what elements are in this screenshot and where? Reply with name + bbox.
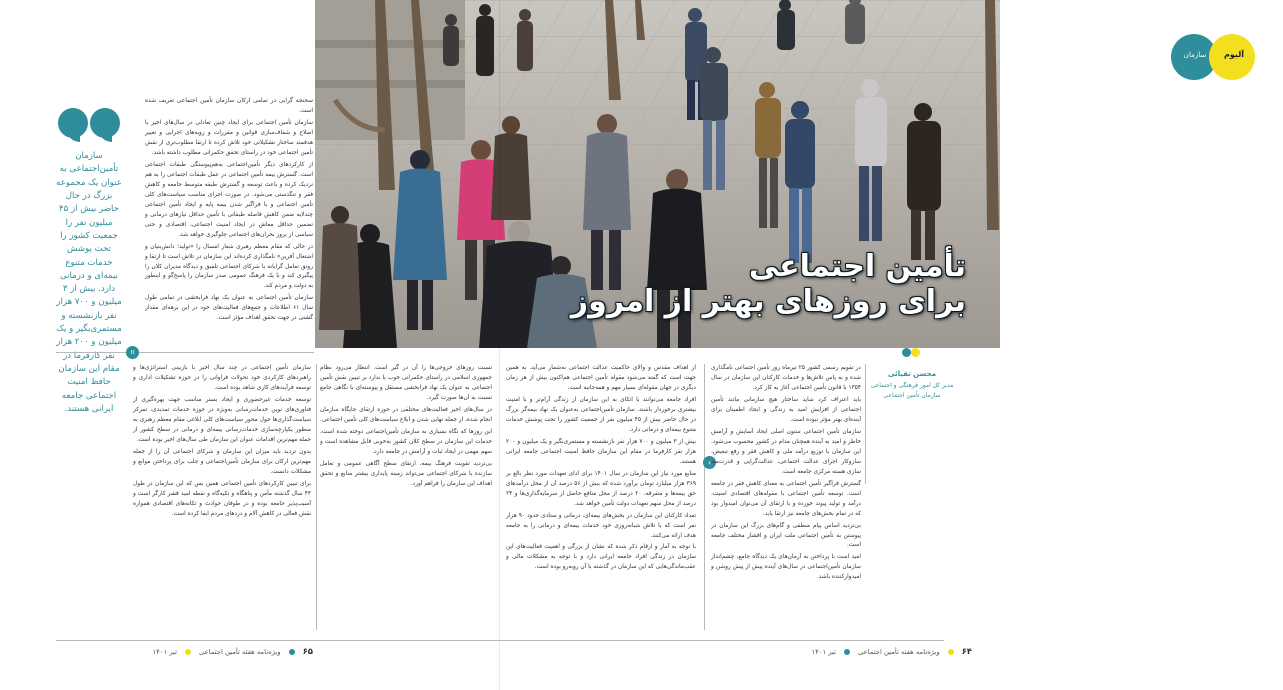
- footer-title: ویژه‌نامه هفته تأمین اجتماعی: [857, 648, 940, 656]
- footer-rule: [56, 640, 944, 641]
- author-box: [870, 370, 954, 400]
- paragraph: سازمان تأمین اجتماعی برای ایجاد چنین تعادلی در سال‌های اخیر با اصلاح و شفاف‌سازی قوانین و مقررات و رویه‌های اجرایی و تغییر هدفمند ساختار تشکیلاتی خود تلاش کرده تا ارتقا مطلوب‌تری از نقش تأمین اجتماعی خود در راستای تحقق حکمرانی مطلوب داشته باشد.: [145, 119, 313, 156]
- article-column-right-main: [506, 364, 696, 630]
- paragraph: برای تبیین کارکردهای تأمین اجتماعی همین بس که این سازمان در طول ۴۳ سال گذشته مأمن و پناهگاه و تکیه‌گاه و نقطه امید قشر کارگر است و آسیب‌پذیر جامعه بوده و در طوفان حوادث و تکانه‌های اقتصادی همواره نقش فعالی در کاهش آلام و دردهای مردم ایفا کرده است.: [133, 480, 311, 517]
- author-role: مدیر کل امور فرهنگی و اجتماعی سازمان تأمین اجتماعی: [870, 382, 954, 399]
- page-number: ۶۵: [302, 647, 313, 657]
- article-column-left-bottom-left: [320, 364, 492, 630]
- footer-dot-icon: [185, 649, 191, 655]
- column-divider: [865, 364, 866, 484]
- paragraph: سازمان تأمین اجتماعی در چند سال اخیر با بازبینی استراتژی‌ها و راهبردهای کارکردی خود تحولات فراوانی را در حوزه تشکیلات اداری و توسعه فرآیندهای کاری شاهد بوده است.: [133, 365, 311, 391]
- paragraph: بیش از ۳ میلیون و ۷۰۰ هزار نفر بازنشسته و مستمری‌بگیر و یک میلیون و ۲۰۰ هزار نفر کارفرما در مقام این سازمان حافظ امنیت اجتماعی جامعه ایرانی هستند.: [506, 438, 696, 465]
- quote-mark-left: [58, 108, 88, 138]
- paragraph: امید است با پرداختن به آرمان‌های یک دیدگاه جامع، چشم‌انداز سازمان تأمین‌اجتماعی در سال‌های آینده پیش از پیش روشن و امیدوارکننده باشد.: [711, 554, 861, 581]
- paragraph: بی‌تردید اساس پیام منطقی و گام‌های بزرگ این سازمان در پیوستن به تأمین اجتماعی ملت ایران و اقشار مختلف جامعه است.: [711, 522, 861, 549]
- section-tag-main: آلبوم: [1224, 50, 1244, 59]
- headline-line-1: تأمین اجتماعی: [748, 249, 966, 284]
- paragraph: منابع مورد نیاز این سازمان در سال ۱۴۰۱ برای ادای تعهدات مورد نظر بالغ بر ۳۶۹ هزار میلیارد تومان برآورد شده که بیش از ۵۶ درصد آن از محل درآمدهای حق بیمه‌ها و متفرقه، ۲۰ درصد از محل منافع حاصل از سرمایه‌گذاری‌ها و ۲۴ درصد از محل سهم تعهدات دولت تأمین خواهد شد.: [506, 470, 697, 507]
- chevron-left-icon: ‹: [703, 456, 716, 469]
- author-dot-teal: [902, 348, 911, 357]
- paragraph: توسعه خدمات غیرحضوری و ایجاد بستر مناسب جهت بهره‌گیری از فناوری‌های نوین خدمات‌رسانی به‌ویژه در حوزه خدمات تمدیدی، تمرکز سیاست‌گذاری‌ها حول محور سیاست‌های کلی ابلاغی مقام معظم رهبری به منظور یکپارچه‌سازی خدمات‌رسانی بیمه‌ای و درمانی در سطح کشور از جمله مهم‌ترین اقدامات عنوان این سازمان طی سال‌های اخیر بوده است.: [133, 396, 311, 443]
- paragraph: از کارکردهای دیگر تأمین‌اجتماعی به‌هم‌پیوستگی طبقات اجتماعی است. گسترش بیمه تأمین اجتماعی در عمل طبقات اجتماعی را به هم نزدیک کرده و باعث توسعه و گسترش طبقه متوسط جامعه و کاهش فقر و تنگدستی می‌شود. در صورت اجرای مناسب سیاست‌های کلی تأمین اجتماعی و با فراگیر شدن بیمه پایه و ایجاد تأمین اجتماعی چندلایه ضمن کاهش فاصله طبقاتی با تأمین حداقل نیازهای درمانی و تضمین حداقل معاش در ایجاد امنیت اجتماعی، اقتصادی و حتی سیاسی از بروز بحران‌های اجتماعی جلوگیری خواهد شد.: [145, 161, 313, 238]
- pull-quote: سازمان تأمین‌اجتماعی به عنوان یک مجموعه بزرگ در حال حاضر بیش از ۴۵ میلیون نفر را جمعیت کشور را تحت پوشش خدمات متنوع بیمه‌ای و درمانی دارد. بیش از ۳ میلیون و ۷۰۰ هزار نفر بازنشسته و مستمری‌بگیر و یک میلیون و ۲۰۰ هزار نفر کارفرما در مقام این سازمان حافظ امنیت اجتماعی جامعه ایرانی هستند.: [56, 151, 122, 414]
- page-spine: [499, 0, 500, 690]
- paragraph: گسترش فراگیر تأمین اجتماعی به معنای کاهش فقر در جامعه است. توسعه تأمین اجتماعی با مقوله‌های اقتصادی امنیت، درآمد و تولید پیوند خورده و با ارتقای آن می‌توان امیدوار بود که در تمام بخش‌های جامعه نیز ارتقا یابد.: [711, 480, 861, 517]
- headline: [571, 250, 966, 319]
- paragraph: این روزها که نگاه بسیاری به سازمان تأمین‌اجتماعی دوخته شده است، خدمات این سازمان در سطح کلان کشور به‌خوبی قابل مشاهده است و سهم مهمی در ایجاد ثبات و آرامش در جامعه دارد.: [320, 428, 492, 455]
- footer-left-page: [58, 644, 313, 660]
- article-column-right-narrow: [711, 364, 861, 630]
- footer-right-page: [712, 644, 972, 660]
- footer-dot-icon: [289, 649, 295, 655]
- paragraph: سخنجه گرایی در تمامی ارکان سازمان تأمین اجتماعی تعریف شده است.: [145, 98, 313, 114]
- paragraph: با توجه به آمار و ارقام ذکر شده که نشان از بزرگی و اهمیت فعالیت‌های این سازمان در زندگی افراد جامعه ایرانی دارد و با توجه به مشکلات مالی و عقب‌ماندگی‌هایی که این سازمان در گذشته با آن روبه‌رو بوده است.: [506, 544, 696, 571]
- paragraph: از اهداف مقدس و والای حاکمیت عدالت اجتماعی به‌شمار می‌آید. به همین جهت است که گفته می‌شود مقوله تأمین اجتماعی هم‌اکنون بیش از هر زمان دیگری در جهان مقوله‌ای بسیار مهم و همه‌جانبه است.: [506, 365, 696, 391]
- street-crowd-photo: [315, 0, 1244, 348]
- paragraph: بدون تردید باید میزان این سازمان و شرکای اجتماعی آن را از جمله مهم‌ترین ارکان برای سازمان تأمین‌اجتماعی و جلب برای پرداختن موانع و مشکلات دانست.: [133, 448, 311, 475]
- section-tag: [1171, 34, 1283, 80]
- author-name: محسن تقیائی: [887, 370, 937, 378]
- paragraph: تعداد کارکنان این سازمان در بخش‌های بیمه‌ای، درمانی و ستادی حدود ۹۰ هزار نفر است که با تلاش شبانه‌روزی خود خدمات بیمه‌ای و درمانی را به جامعه هدف ارائه می‌کنند.: [506, 512, 696, 539]
- footer-dot-icon: [948, 649, 954, 655]
- footer-date: تیر ۱۴۰۱: [152, 648, 177, 656]
- page-number: ۶۴: [961, 647, 972, 657]
- column-divider: [316, 364, 317, 630]
- footer-date: تیر ۱۴۰۱: [811, 648, 836, 656]
- paragraph: بی‌تردید تقویت فرهنگ بیمه، ارتقای سطح آگاهی عمومی و تعامل سازنده با شرکای اجتماعی می‌تواند زمینه پایداری بیشتر منابع و تحقق اهداف این سازمان را فراهم آورد.: [320, 460, 492, 487]
- paragraph: باید اعتراف کرد شاید ساختار هیچ سازمانی مانند تأمین اجتماعی از افزایش امید به زندگی و ایجاد اطمینان برای آینده‌ای بهتر مؤثر نبوده است.: [711, 396, 861, 423]
- section-divider: [56, 352, 314, 353]
- paragraph: سازمان تأمین اجتماعی ستون اصلی ایجاد آسایش و آرامش خاطر و امید به آینده همچنان مدام در کشور محسوب می‌شود. این سازمان با توزیع درآمد ملی و کاهش فقر و رفع تبعیض، سازوکار اجرای عدالت اجتماعی، عدالت‌گرایی و قدرت‌مند سازی هسته مرکزی جامعه است.: [711, 428, 861, 475]
- section-tag-sub: سازمان: [1183, 51, 1207, 59]
- quote-icon: [58, 108, 124, 144]
- quote-mark-right: [90, 108, 120, 138]
- paragraph: سازمان تأمین اجتماعی به عنوان یک نهاد فرابخشی در تمامی طول سال ۶۱ اطلاعات و جمع‌های فعالیت‌های خود در این برهه‌ای مقدار گشتی در جهت تحقق اهداف مؤثر است.: [145, 295, 313, 322]
- article-column-left-bottom-right: [133, 364, 311, 630]
- paragraph: در سال‌های اخیر فعالیت‌های مختلفی در حوزه ارتقای جایگاه سازمان انجام شده، از جمله نهایی شدن و ابلاغ سیاست‌های کلی تأمین اجتماعی.: [320, 406, 492, 423]
- footer-title: ویژه‌نامه هفته تأمین اجتماعی: [198, 648, 281, 656]
- pause-icon: ıı: [126, 346, 139, 359]
- paragraph: در تقویم رسمی کشور ۲۵ تیرماه روز تأمین اجتماعی نامگذاری شده و به پاس تلاش‌ها و خدمات کارکنان این سازمان در سال ۱۳۵۴ با قانون تأمین اجتماعی آغاز به کار کرد.: [711, 365, 861, 391]
- headline-line-2: برای روزهای بهتر از امروز: [570, 283, 966, 319]
- paragraph: افراد جامعه می‌توانند با اتکای به این سازمان از زندگی آرام‌تر و با امنیت بیشتری برخوردار باشند. سازمان تأمین‌اجتماعی به‌عنوان یک نهاد بیمه‌گر بزرگ در حال حاضر بیش از ۴۵ میلیون نفر از جمعیت کشور را تحت پوشش خدمات متنوع بیمه‌ای و درمانی دارد.: [506, 396, 696, 433]
- article-column-left-top: [145, 97, 313, 344]
- author-dot-yellow: [911, 348, 920, 357]
- footer-dot-icon: [844, 649, 850, 655]
- column-divider: [704, 364, 705, 630]
- paragraph: نسبت روزهای خروجی‌ها را آن در گیر است. انتظار می‌رود نظام جمهوری اسلامی در راستای حکمرانی خوب با ندارد بر تبیین نقش تأمین اجتماعی به عنوان یک نهاد فرابخشی مستقل و پیوسته‌ای با نگاهی جامع نسبت به آن‌ها صورت گیرد.: [320, 365, 492, 401]
- paragraph: در حالی که مقام معظم رهبری شعار امسال را «تولید؛ دانش‌بنیان و اشتغال آفرین» نامگذاری کرده‌اند این سازمان در تلاش است تا ارتقا و رونق تعامل گرایانه با شرکای اجتماعی تلفیق و دیدگاه مدیران کلان را پیگیری کند و با یک فرهنگ عمومی صدر سازمان را پاسخ‌گو و اینطور به دولت و مردم کند.: [145, 243, 313, 290]
